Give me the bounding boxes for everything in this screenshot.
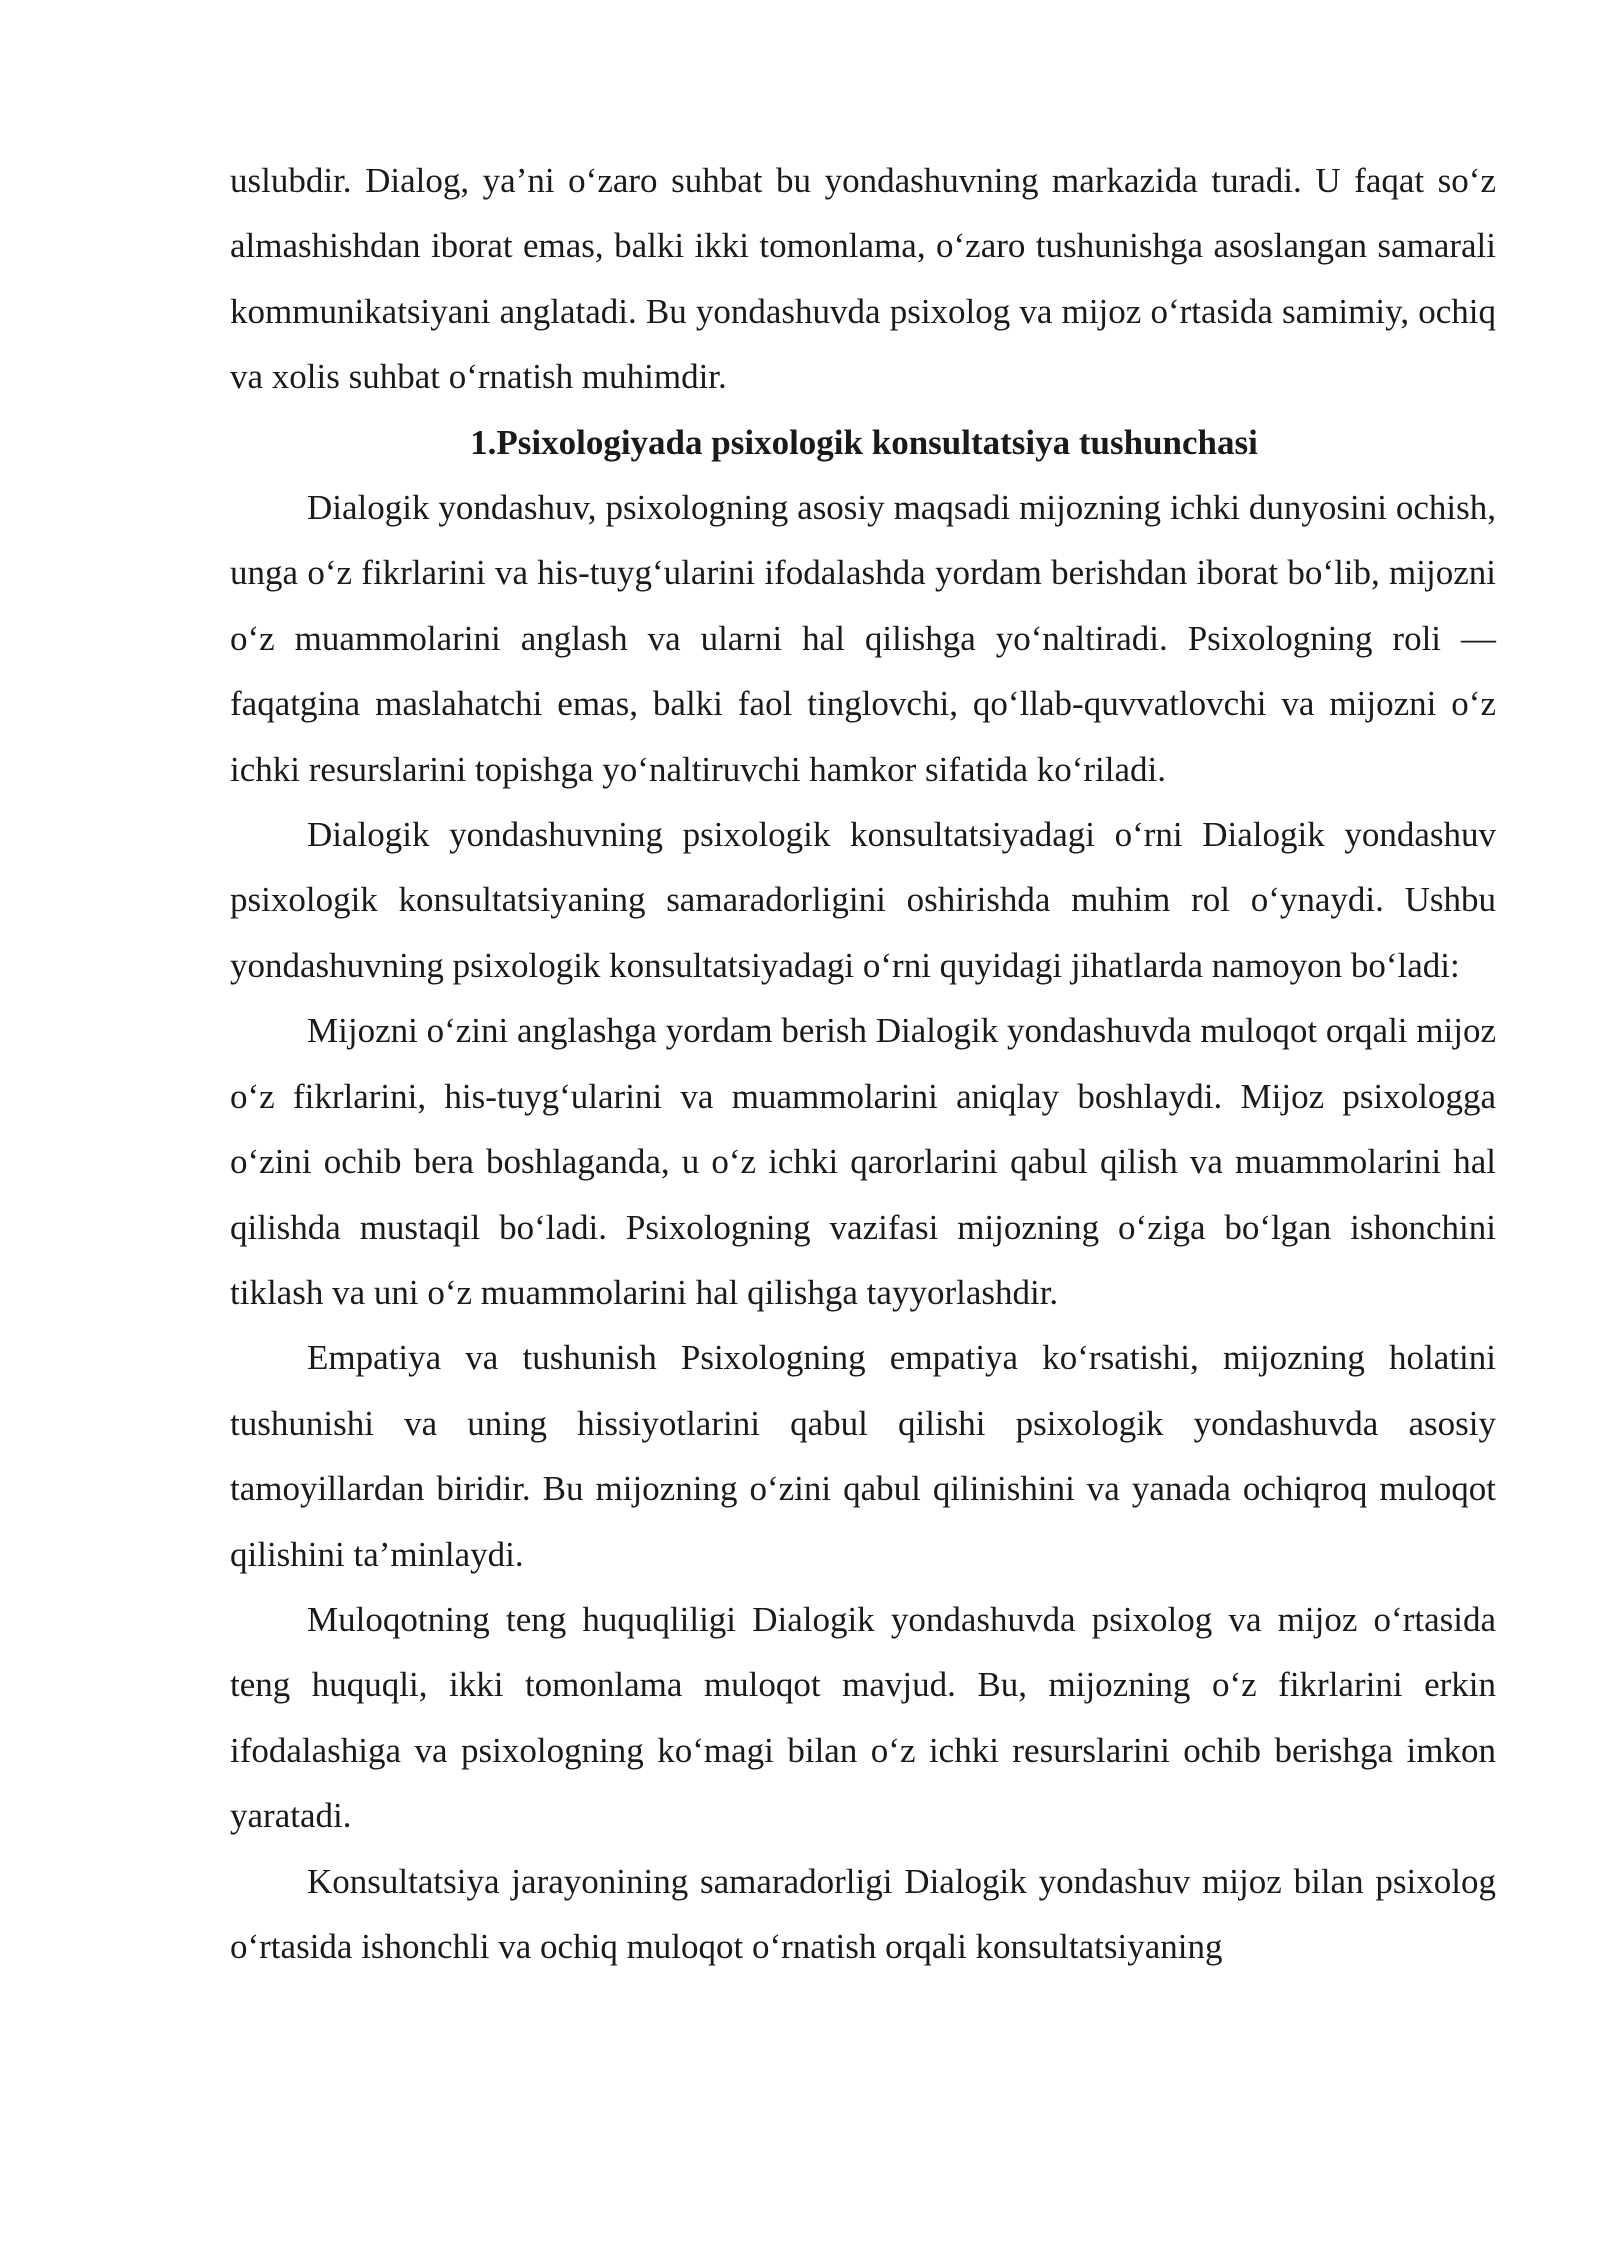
paragraph-teng-huquqlilik: Muloqotning teng huquqliligi Dialogik yondashuvda psixolog va mijoz o‘rtasida teng huquqli, ikki tomonlama muloqot mavjud. Bu, mijozning o‘z fikrlarini erkin ifodalashiga va psixologning ko‘magi bilan o‘z ichki resurslarini ochib berishga imkon yaratadi. [230, 1599, 1496, 1836]
paragraph-continuation: uslubdir. Dialog, ya’ni o‘zaro suhbat bu yondashuvning markazida turadi. U faqat so‘z almashishdan iborat emas, balki ikki tomonlama, o‘zaro tushunishga asoslangan samarali kommunikatsiyani anglatadi. Bu yondashuvda psixolog va mijoz o‘rtasida samimiy, ochiq va xolis suhbat o‘rnatish muhimdir. [230, 161, 1496, 397]
section-heading: 1.Psixologiyada psixologik konsultatsiya tushunchasi [470, 422, 1258, 462]
paragraph-empatiya: Empatiya va tushunish Psixologning empatiya ko‘rsatishi, mijozning holatini tushunishi va uning hissiyotlarini qabul qilishi psixologik yondashuvda asosiy tamoyillardan biridir. Bu mijozning o‘zini qabul qilinishini va yanada ochiqroq muloqot qilishini ta’minlaydi. [230, 1338, 1496, 1574]
paragraph-yondashuv-orni: Dialogik yondashuvning psixologik konsultatsiyadagi o‘rni Dialogik yondashuv psixologik konsultatsiyaning samaradorligini oshirishda muhim rol o‘ynaydi. Ushbu yondashuvning psixologik konsultatsiyadagi o‘rni quyidagi jihatlarda namoyon bo‘ladi: [230, 815, 1496, 985]
paragraph-samaradorlik: Konsultatsiya jarayonining samaradorligi Dialogik yondashuv mijoz bilan psixolog o‘rtasida ishonchli va ochiq muloqot o‘rnatish orqali konsultatsiyaning [230, 1861, 1496, 1966]
paragraph-dialogik-yondashuv: Dialogik yondashuv, psixologning asosiy maqsadi mijozning ichki dunyosini ochish, unga o‘z fikrlarini va his-tuyg‘ularini ifodalashda yordam berishdan iborat bo‘lib, mijozni o‘z muammolarini anglash va ularni hal qilishga yo‘naltiradi. Psixologning roli — faqatgina maslahatchi emas, balki faol tinglovchi, qo‘llab-quvvatlovchi va mijozni o‘z ichki resurslarini topishga yo‘naltiruvchi hamkor sifatida ko‘riladi. [230, 488, 1496, 789]
paragraph-mijozni-anglash: Mijozni o‘zini anglashga yordam berish Dialogik yondashuvda muloqot orqali mijoz o‘z fikrlarini, his-tuyg‘ularini va muammolarini aniqlay boshlaydi. Mijoz psixologga o‘zini ochib bera boshlaganda, u o‘z ichki qarorlarini qabul qilish va muammolarini hal qilishda mustaqil bo‘ladi. Psixologning vazifasi mijozning o‘ziga bo‘lgan ishonchini tiklash va uni o‘z muammolarini hal qilishga tayyorlashdir. [230, 1011, 1496, 1312]
document-body [230, 148, 1496, 1979]
